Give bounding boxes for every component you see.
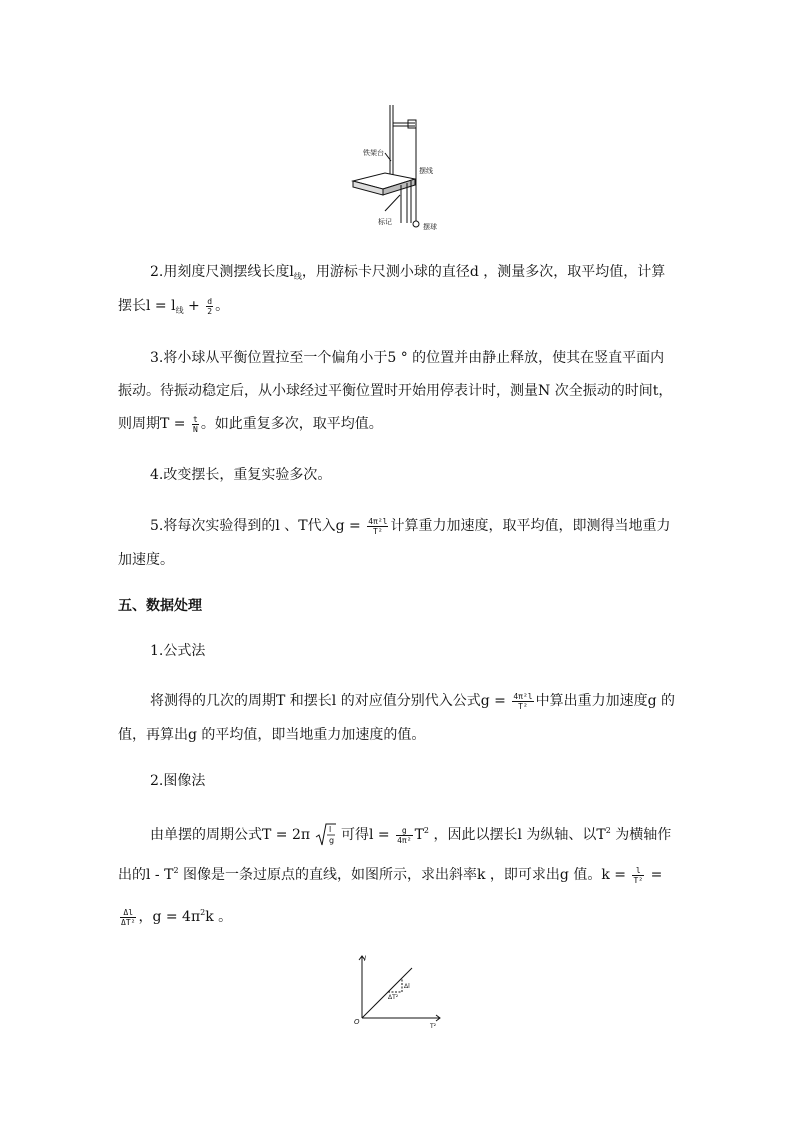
step-3-line-2: 振动。待振动稳定后，从小球经过平衡位置时开始用停表计时，测量N 次全振动的时间t，	[118, 383, 673, 399]
sqrt-l-over-g	[315, 822, 337, 848]
section-heading-data-processing: 五、数据处理	[118, 598, 202, 614]
label-string: 摆线	[419, 167, 433, 175]
step-2-line-1: 2.用刻度尺测摆线长度$l_线$，用游标卡尺测小球的直径d ，测量多次，取平均值，计算	[150, 264, 666, 281]
step-5-line-2: 加速度。	[118, 552, 174, 568]
delta-l-label: Δl	[404, 983, 410, 990]
fraction-t-over-n: $\frac{t}{N}$	[192, 414, 198, 434]
step-2-line-2: 摆长$l = l_线$ + $\frac{d}{2}$ 。	[118, 296, 230, 316]
pendulum-ball	[413, 221, 419, 227]
method-1-line-2: 值，再算出g 的平均值，即当地重力加速度的值。	[118, 727, 426, 743]
sqrt-numerator: l	[328, 825, 331, 834]
fraction-g-over-4pi2: $\frac{g}{\text{4π²}}$	[397, 825, 412, 845]
fraction-4pi2l-over-t2: $\frac{\text{4π²l}}{\text{T²}}$	[368, 516, 388, 536]
method-1-line-1: 将测得的几次的周期T 和摆长l 的对应值分别代入公式g = $\frac{\text{4π²l}}{\text{T²}}$ 中算出重力加速度g 的	[150, 691, 675, 711]
fraction-d-over-2: $\frac{d}{2}$	[207, 296, 213, 316]
l-t2-graph	[348, 952, 446, 1030]
delta-t-label: ΔT²	[388, 994, 399, 1001]
pendulum-apparatus-figure	[345, 103, 445, 233]
y-axis-label: l	[364, 955, 366, 963]
step-5-line-1: 5.将每次实验得到的l 、T代入g = $\frac{\text{4π²l}}{\text{T²}}$ 计算重力加速度，取平均值，即测得当地重力	[150, 516, 671, 536]
label-ball: 摆球	[423, 223, 437, 231]
fraction-l-over-t2: $\frac{l}{\text{T²}}$	[633, 865, 644, 885]
step-4: 4.改变摆长，重复实验多次。	[150, 467, 332, 483]
label-stand: 铁架台	[363, 149, 384, 157]
method-2-line-2: 出的l - $T^2$ 图像是一条过原点的直线，如图所示，求出斜率k ，即可求出g 值。k = $\frac{l}{\text{T²}}$ =	[118, 865, 663, 885]
label-mark: 标记	[378, 218, 392, 226]
origin-label: O	[354, 1018, 360, 1026]
fraction-4pi2l-over-t2-b: $\frac{\text{4π²l}}{\text{T²}}$	[513, 691, 533, 711]
fraction-delta-l-over-delta-t2: $\frac{\Delta l}{\text{ΔT²}}$	[121, 907, 136, 927]
method-2-title: 2.图像法	[150, 773, 206, 789]
step-3-line-1: 3.将小球从平衡位置拉至一个偏角小于5 ° 的位置并由静止释放，使其在竖直平面内	[150, 350, 665, 366]
method-2-line-1: 由单摆的周期公式T = 2π l g 可得l = $\frac{g}{\text{4π²}}$ $T^2$ ，因此以摆长l 为纵轴、以$T^2$ 为横轴作	[150, 821, 710, 848]
method-1-title: 1.公式法	[150, 643, 206, 659]
fit-line	[362, 968, 412, 1018]
sqrt-denominator: g	[328, 836, 334, 845]
x-axis-label: T²	[430, 1023, 437, 1030]
method-2-line-3: $\frac{\Delta l}{\text{ΔT²}}$ ，$g = 4\pi^2k$ 。	[121, 907, 233, 927]
step-3-line-3: 则周期T = $\frac{t}{N}$ 。如此重复多次，取平均值。	[118, 414, 383, 434]
